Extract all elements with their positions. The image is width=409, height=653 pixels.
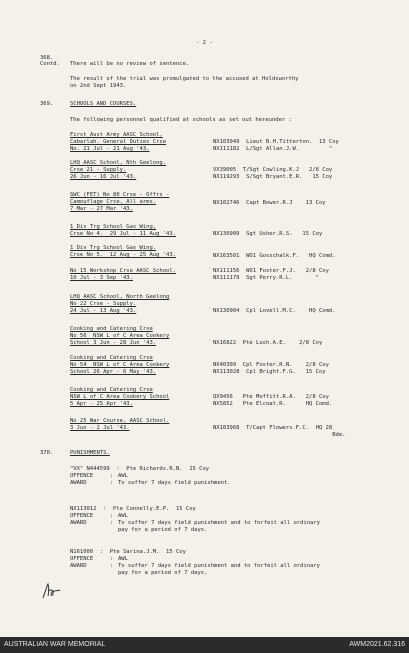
course-line: Cabarlah. General Duties Crse: [70, 139, 167, 145]
course-line: No 25 War Course, AASC School.: [70, 418, 170, 424]
personnel-line: NX103968 T/Capt Flowers.F.C. HQ 28: [213, 425, 333, 431]
course-line: 10 Jul - 3 Sep '43.: [70, 275, 133, 281]
personnel-line: NX163501 WO1 Gosschalk.F. HQ Comd.: [213, 253, 336, 259]
item-370-heading: PUNISHMENTS.: [70, 450, 110, 456]
offence-value: AWL: [118, 513, 128, 519]
award-line: To suffer 7 days field punishment and to forfeit all ordinary: [118, 520, 320, 526]
personnel-line: NX119293 S/Sgt Bryant.E.R. 15 Coy: [213, 174, 333, 180]
course-line: 3 Jun - 2 Jul '43.: [70, 425, 130, 431]
personnel-line: QX9456 Pte Moffitt.R.A. 2/8 Coy: [213, 394, 329, 400]
course-line: LHQ AASC School, Nth Geelong.: [70, 160, 167, 166]
item-368-line2: The result of the trial was promulgated to the accused at Holdsworthy: [70, 76, 299, 82]
course-line: No 56 NSW L of C Area Cookery: [70, 333, 170, 339]
offence-value: AWL: [118, 473, 128, 479]
offence-label: OFFENCE: [70, 556, 94, 562]
personnel-line: NX130909 Sgt Usher.R.S. 15 Coy: [213, 231, 323, 237]
colon: :: [110, 563, 114, 569]
course-line: 7 Mar - 27 Mar '43.: [70, 206, 133, 212]
personnel-line: NX102746 Capt Bower.R.J 13 Coy: [213, 200, 326, 206]
colon: :: [110, 473, 114, 479]
course-line: LHQ AASC School, North Geelong: [70, 294, 170, 300]
course-line: Cooking and Catering Crse: [70, 326, 153, 332]
handwritten-initials-mark: [40, 582, 62, 600]
course-line: Crse No 5. 12 Aug - 25 Aug '43.: [70, 252, 176, 258]
course-line: No 54 NSW L of C Area Cookery: [70, 362, 170, 368]
course-line: Cooking and Catering Crse: [70, 387, 153, 393]
personnel-line: NX113028 Cpl Bright.F.G. 15 Coy: [213, 369, 326, 375]
course-line: NSW L of C Area Cookery School: [70, 394, 170, 400]
course-line: 24 Jul - 13 Aug '43.: [70, 308, 137, 314]
course-line: 5 Apr - 25 Apr '43.: [70, 401, 133, 407]
page-number: - 2 -: [196, 40, 213, 46]
course-line: School 26 Apr - 6 May '43.: [70, 369, 157, 375]
course-line: Cooking and Catering Crse: [70, 355, 153, 361]
personnel-line: NX16822 Pte Lush.A.E. 2/8 Coy: [213, 340, 323, 346]
course-line: Crse No 4. 29 Jul - 11 Aug '43.: [70, 231, 176, 237]
course-line: SWC (FET) No 80 Crse - Offrs -: [70, 192, 170, 198]
item-369-intro: The following personnel qualified at schools as set out hereunder :: [70, 117, 292, 123]
personnel-line: NX111182 L/Sgt Allan.J.W. ": [213, 146, 333, 152]
course-line: 26 Jun - 16 Jul '43.: [70, 174, 137, 180]
colon: :: [110, 480, 114, 486]
item-368-contd: Contd.: [40, 61, 60, 67]
award-line: To suffer 7 days field punishment and to forfeit all ordinary: [118, 563, 320, 569]
course-line: No. 21 Jul - 21 Aug '43.: [70, 146, 150, 152]
personnel-line: Bde.: [213, 432, 346, 438]
course-line: 1 Div Trg School Gas Wing,: [70, 224, 157, 230]
item-369-number: 369.: [40, 101, 54, 107]
personnel-line: NX111179 Sgt Perry.R.L. ": [213, 275, 319, 281]
personnel-line: NX130904 Cpl Lovell.M.C. HQ Comd.: [213, 308, 336, 314]
offence-label: OFFENCE: [70, 513, 94, 519]
colon: :: [110, 513, 114, 519]
punishment-id-line: "VX" N444599 : Pte Richards.R.N. 15 Coy: [70, 466, 210, 472]
personnel-line: NX5852 Pte Elcoat.R. HQ Comd.: [213, 401, 333, 407]
footer-source: AUSTRALIAN WAR MEMORIAL: [4, 641, 106, 648]
course-line: No 22 Crse - Supply.: [70, 301, 137, 307]
course-line: 1 Div Trg School Gas Wing.: [70, 245, 157, 251]
footer-reference: AWM2021.62.316: [349, 641, 405, 648]
item-368-line1: There will be no review of sentence.: [70, 61, 190, 67]
course-line: School 3 Jun - 28 Jun '43.: [70, 340, 157, 346]
punishment-id-line: N161000 : Pte Sarina.J.M. 15 Coy: [70, 549, 186, 555]
colon: :: [110, 556, 114, 562]
archive-footer: [0, 637, 409, 653]
course-line: First Aust Army AASC School,: [70, 132, 163, 138]
course-line: No 15 Workshop Crse AASC School.: [70, 268, 176, 274]
offence-value: AWL: [118, 556, 128, 562]
personnel-line: NX111156 WO1 Foster.F.J. 2/8 Coy: [213, 268, 329, 274]
item-368-line3: on 2nd Sept 1943.: [70, 83, 127, 89]
award-label: AWARD: [70, 563, 87, 569]
award-line: pay for a period of 7 days.: [118, 570, 208, 576]
personnel-line: NX40309 Cpl Foster.R.N. 2/8 Coy: [213, 362, 329, 368]
award-label: AWARD: [70, 480, 87, 486]
course-line: Camouflage Crse, All arms.: [70, 199, 157, 205]
personnel-line: NX103949 Lieut B.H.Titterton. 13 Coy: [213, 139, 339, 145]
item-369-heading: SCHOOLS AND COURSES.: [70, 101, 137, 107]
offence-label: OFFENCE: [70, 473, 94, 479]
punishment-id-line: NX113012 : Pte Connelly.E.P. 15 Coy: [70, 506, 196, 512]
colon: :: [110, 520, 114, 526]
item-370-number: 370.: [40, 450, 54, 456]
award-label: AWARD: [70, 520, 87, 526]
award-line: pay for a period of 7 days.: [118, 527, 208, 533]
item-368-number: 368.: [40, 55, 54, 61]
personnel-line: VX39005 T/Sgt Cowling.K.J 2/8 Coy: [213, 167, 333, 173]
course-line: Crse 21 - Supply.: [70, 167, 127, 173]
award-line: To suffer 7 days field punishment.: [118, 480, 231, 486]
